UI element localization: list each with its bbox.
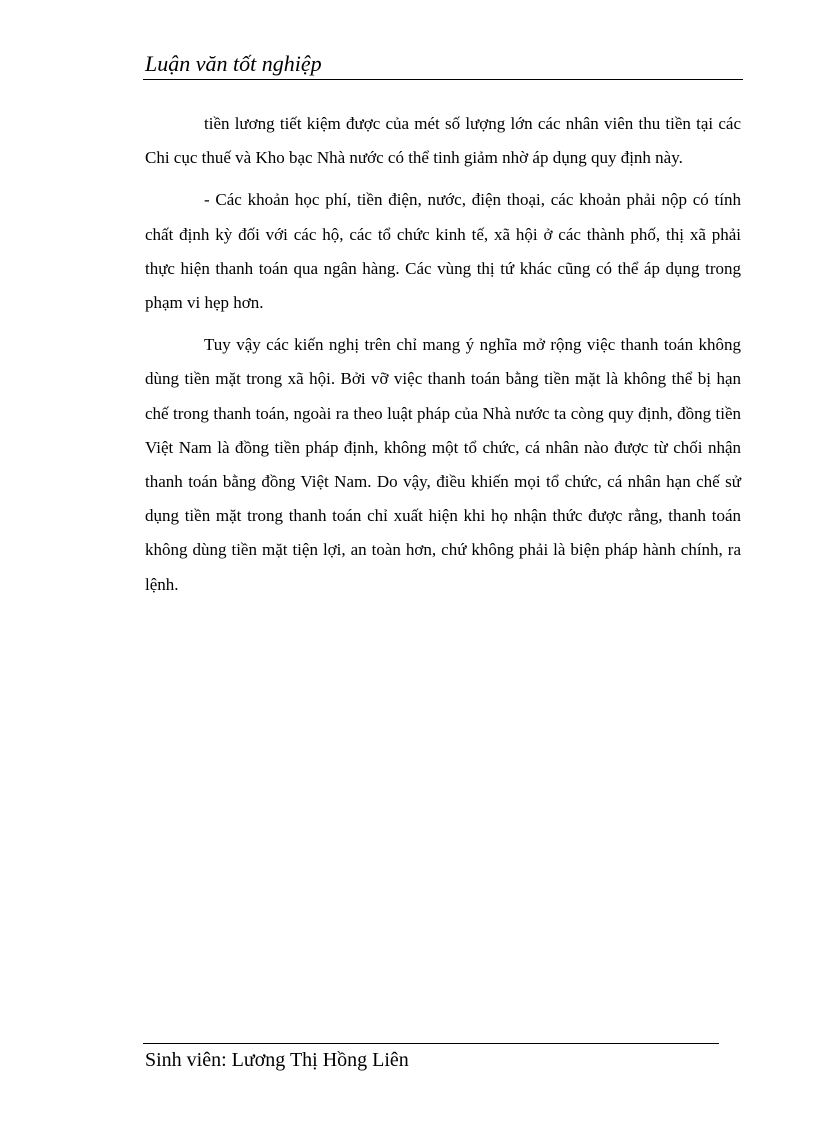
footer-author: Sinh viên: Lương Thị Hồng Liên xyxy=(145,1049,409,1071)
page-header-title: Luận văn tốt nghiệp xyxy=(145,51,322,76)
paragraph-conclusion: Tuy vậy các kiến nghị trên chỉ mang ý nghĩa mở rộng việc thanh toán không dùng tiền mặt trong xã hội. Bởi vỡ việc thanh toán bằng tiền mặt là không thể bị hạn chế trong thanh toán, ngoài ra theo luật pháp của Nhà nước ta còng quy định, đồng tiền Việt Nam là đồng tiền pháp định, không một tổ chức, cá nhân nào được từ chối nhận thanh toán bằng đồng Việt Nam. Do vậy, điều khiến mọi tổ chức, cá nhân hạn chế sử dụng tiền mặt trong thanh toán chỉ xuất hiện khi họ nhận thức được rằng, thanh toán không dùng tiền mặt tiện lợi, an toàn hơn, chứ không phải là biện pháp hành chính, ra lệnh. xyxy=(145,335,741,594)
paragraph-fees: - Các khoản học phí, tiền điện, nước, điện thoại, các khoản phải nộp có tính chất định kỳ đối với các hộ, các tổ chức kinh tế, xã hội ở các thành phố, thị xã phải thực hiện thanh toán qua ngân hàng. Các vùng thị tứ khác cũng có thể áp dụng trong phạm vi hẹp hơn. xyxy=(145,190,741,313)
footer-divider xyxy=(143,1043,719,1044)
paragraph-savings: tiền lương tiết kiệm được của mét số lượng lớn các nhân viên thu tiền tại các Chi cục thuế và Kho bạc Nhà nước có thể tinh giảm nhờ áp dụng quy định này. xyxy=(145,114,741,168)
document-body xyxy=(145,107,741,602)
header-divider xyxy=(143,79,743,80)
